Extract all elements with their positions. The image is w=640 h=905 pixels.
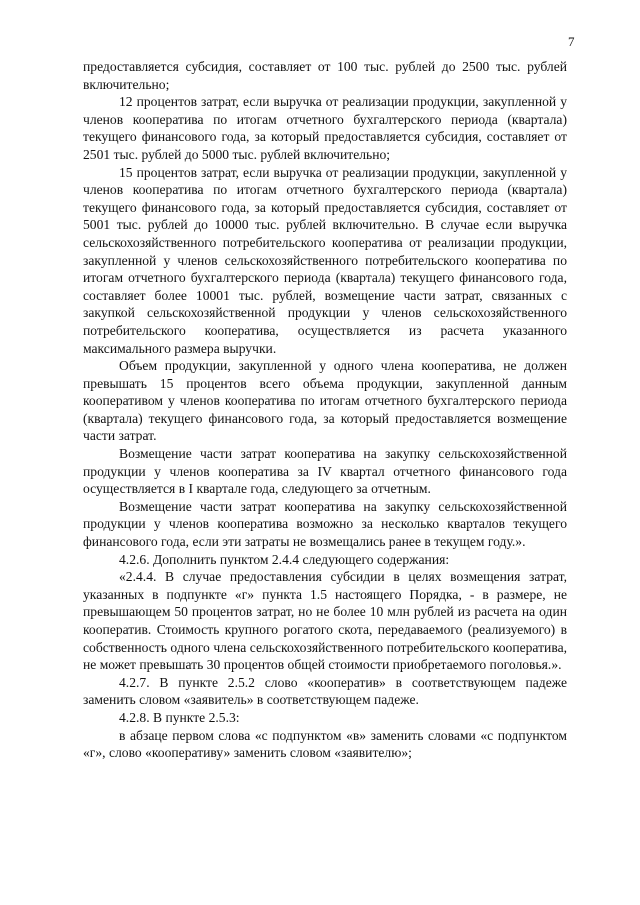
page-number: 7: [568, 34, 575, 49]
document-body: [83, 58, 567, 762]
paragraph: 15 процентов затрат, если выручка от реализации продукции, закупленной у членов кооператива по итогам отчетного бухгалтерского периода (квартала) текущего финансового года, за который предоставляется субсидия, составляет от 5001 тыс. рублей до 10000 тыс. рублей включительно. В случае если выручка сельскохозяйственного потребительского кооператива от реализации продукции, закупленной у членов сельскохозяйственного потребительского кооператива по итогам отчетного бухгалтерского периода (квартала) текущего финансового года, составляет более 10001 тыс. рублей, возмещение части затрат, связанных с закупкой сельскохозяйственной продукции у членов сельскохозяйственного потребительского кооператива, осуществляется из расчета указанного максимального размера выручки.: [83, 164, 567, 356]
paragraph: 4.2.7. В пункте 2.5.2 слово «кооператив» в соответствующем падеже заменить словом «заявитель» в соответствующем падеже.: [83, 674, 567, 708]
paragraph: 4.2.8. В пункте 2.5.3:: [119, 709, 240, 725]
paragraph: 4.2.6. Дополнить пунктом 2.4.4 следующего содержания:: [119, 551, 450, 567]
paragraph: 12 процентов затрат, если выручка от реализации продукции, закупленной у членов кооператива по итогам отчетного бухгалтерского периода (квартала) текущего финансового года, за который предоставляется субсидия, составляет от 2501 тыс. рублей до 5000 тыс. рублей включительно;: [83, 94, 567, 162]
paragraph: Объем продукции, закупленной у одного члена кооператива, не должен превышать 15 процентов всего объема продукции, закупленной данным кооперативом у членов кооператива по итогам отчетного бухгалтерского периода (квартала) текущего финансового года, за который предоставляется возмещение части затрат.: [83, 358, 567, 444]
paragraph: Возмещение части затрат кооператива на закупку сельскохозяйственной продукции у членов кооператива возможно за несколько кварталов текущего финансового года, если эти затраты не возмещались ранее в текущем году.».: [83, 498, 567, 550]
paragraph: предоставляется субсидия, составляет от 100 тыс. рублей до 2500 тыс. рублей включительно;: [83, 59, 567, 92]
paragraph: «2.4.4. В случае предоставления субсидии в целях возмещения затрат, указанных в подпункте «г» пункта 1.5 настоящего Порядка, - в размере, не превышающем 50 процентов затрат, но не более 10 млн рублей из расчета на один кооператив. Стоимость крупного рогатого скота, передаваемого (реализуемого) в собственность одного члена сельскохозяйственного потребительского кооператива, не может превышать 30 процентов общей стоимости приобретаемого поголовья.».: [83, 569, 567, 673]
paragraph: в абзаце первом слова «с подпунктом «в» заменить словами «с подпунктом «г», слово «кооперативу» заменить словом «заявителю»;: [83, 727, 567, 761]
paragraph: Возмещение части затрат кооператива на закупку сельскохозяйственной продукции у членов кооператива за IV квартал отчетного финансового года осуществляется в I квартале года, следующего за отчетным.: [83, 446, 567, 497]
